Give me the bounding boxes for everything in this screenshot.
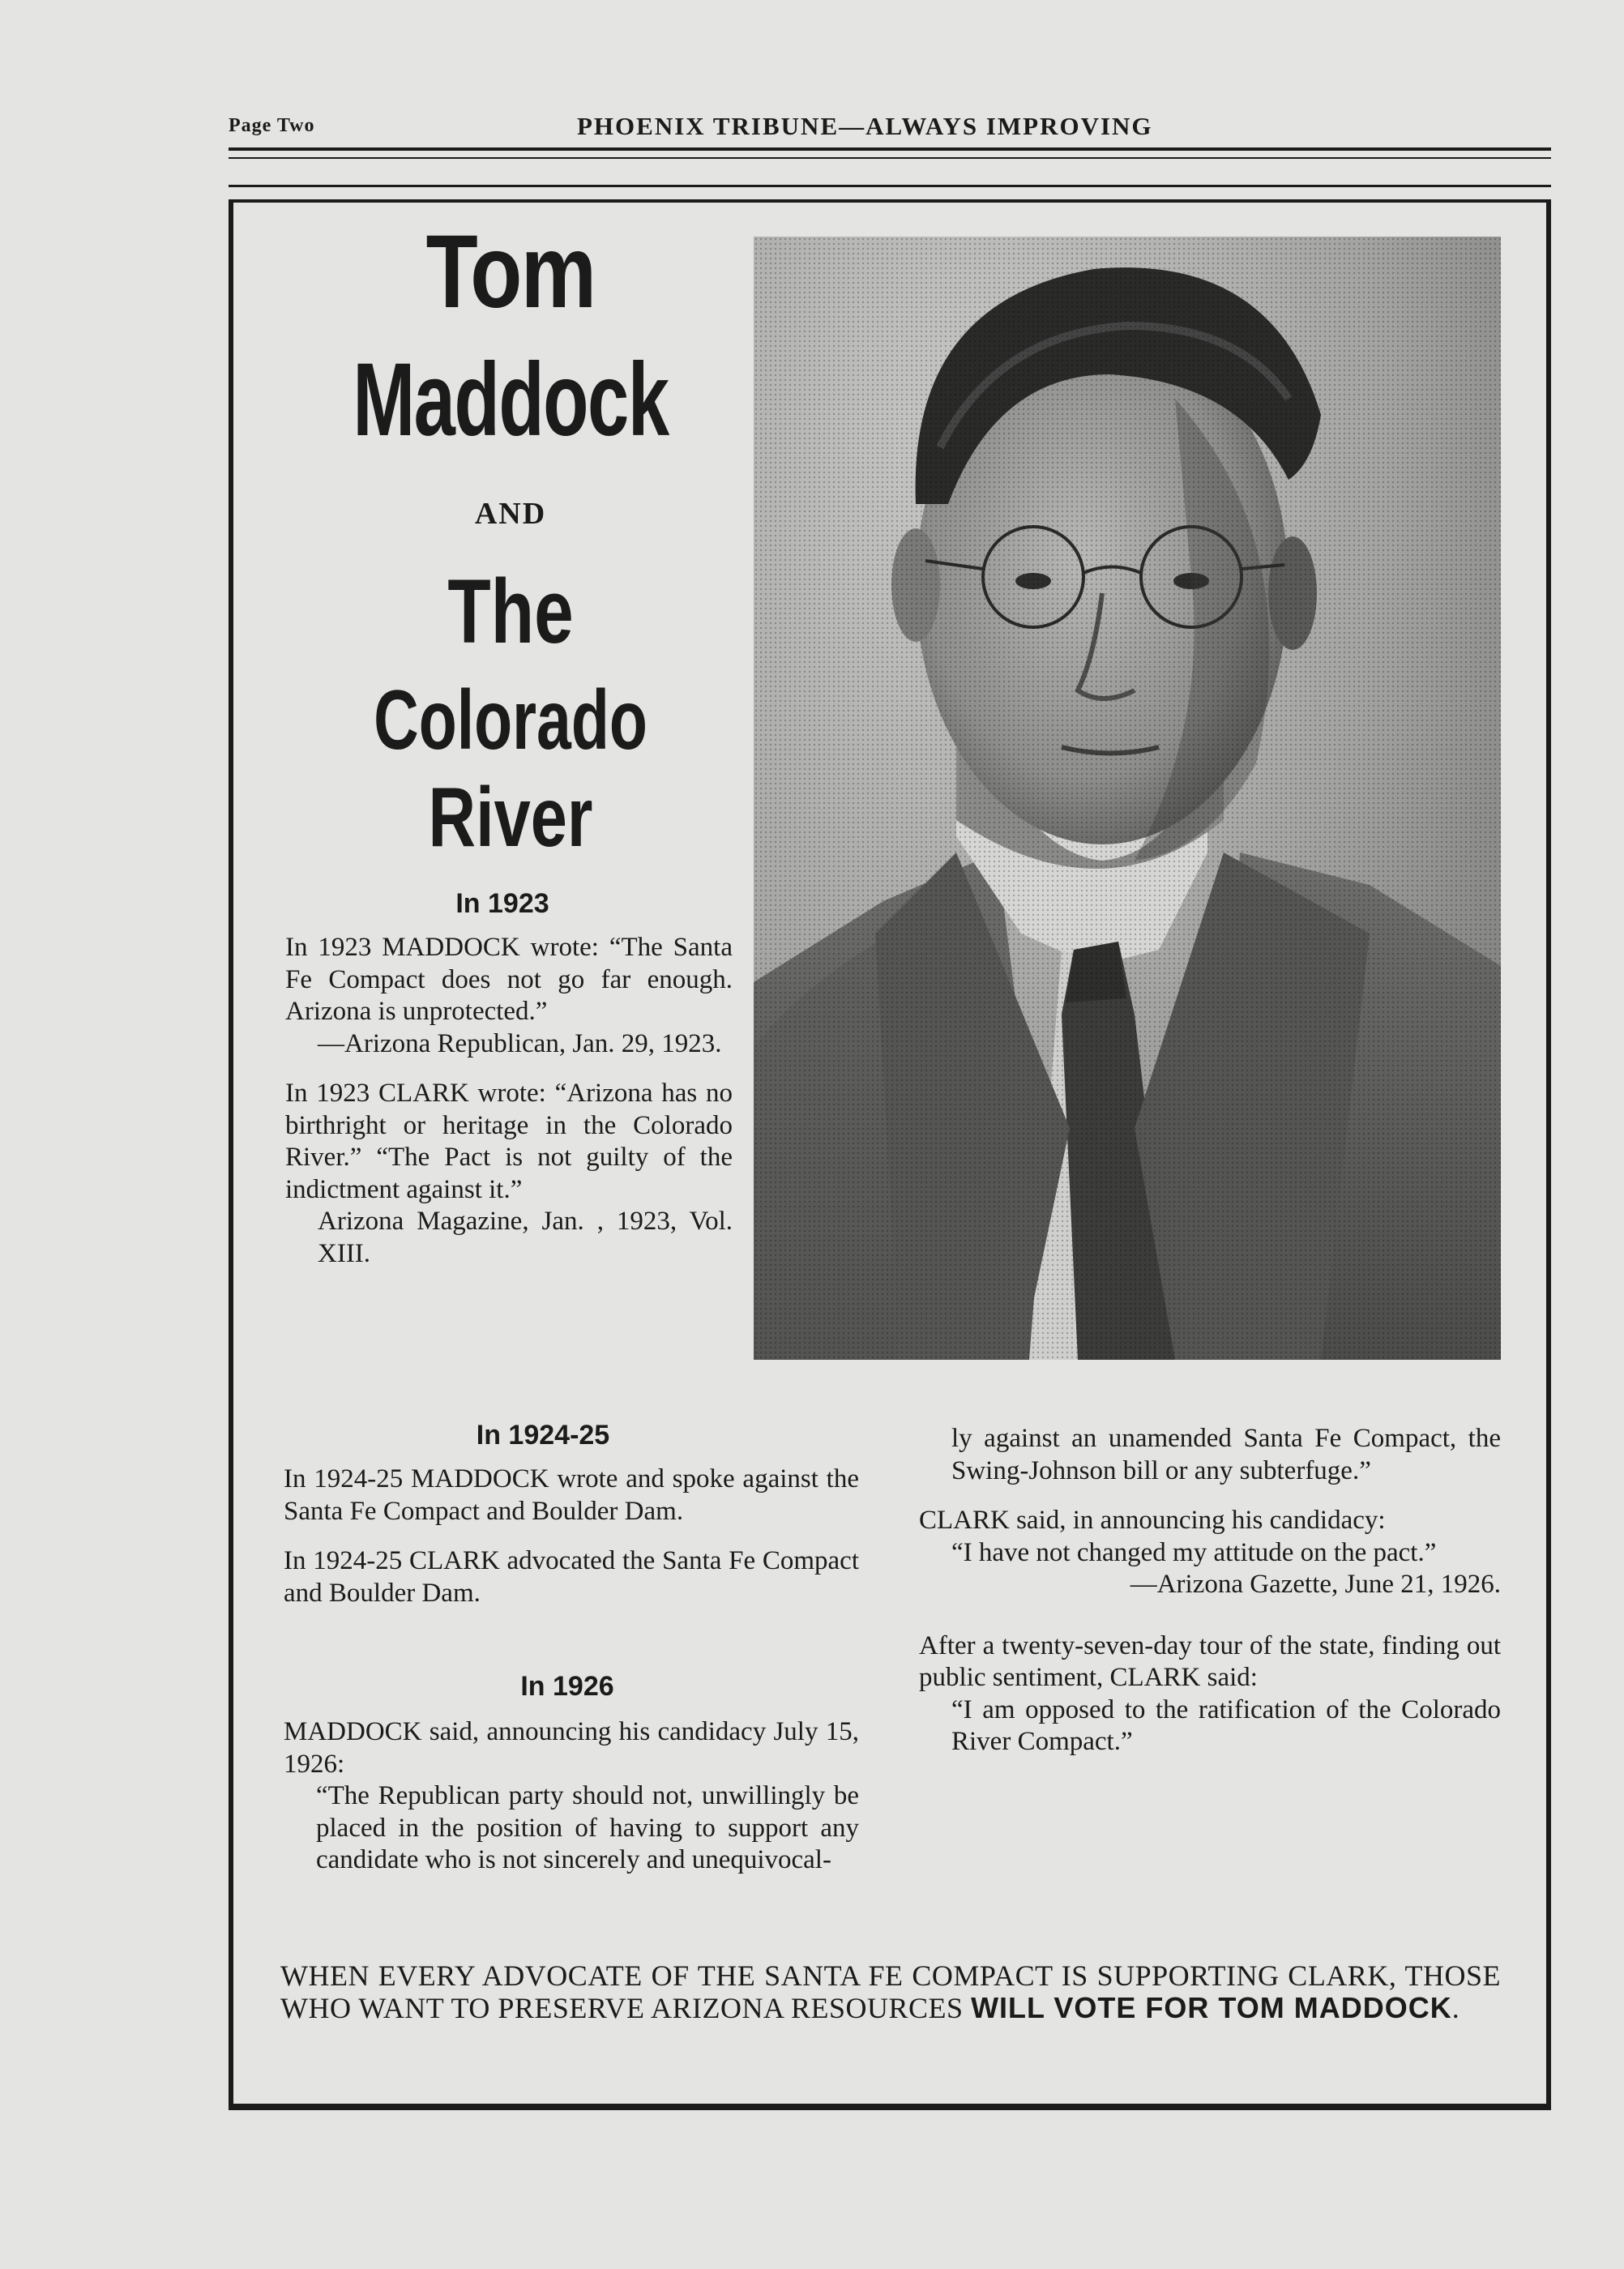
- header-rule: [229, 185, 1551, 187]
- newspaper-title: PHOENIX TRIBUNE—ALWAYS IMPROVING: [577, 112, 1153, 140]
- heading-1923: In 1923: [455, 888, 549, 919]
- closing-statement: [280, 1959, 1501, 2024]
- header-rule: [229, 147, 1551, 151]
- headline-and: AND: [474, 497, 547, 531]
- tour-intro: After a twenty-seven-day tour of the state, finding out public sentiment, CLARK said:: [919, 1630, 1501, 1692]
- clark-1923-source: Arizona Magazine, Jan. , 1923, Vol. XIII.: [318, 1207, 733, 1268]
- ad-border-left: [229, 199, 233, 2109]
- maddock-1923-source: —Arizona Republican, Jan. 29, 1923.: [318, 1028, 722, 1058]
- header-rule: [229, 157, 1551, 159]
- maddock-1926-quote-part2: ly against an unamended Santa Fe Compact, the Swing-Johnson bill or any subterfuge.”: [951, 1424, 1501, 1485]
- tour-quote: “I am opposed to the ratification of the Colorado River Compact.”: [951, 1694, 1501, 1756]
- section-1923-text: [285, 932, 733, 1270]
- clark-1923-quote: In 1923 CLARK wrote: “Arizona has no birthright or heritage in the Colorado River.” “The Pact is not guilty of the indictment against it.”: [285, 1079, 733, 1204]
- clark-1926-quote: “I have not changed my attitude on the pact.”: [951, 1537, 1437, 1567]
- section-1926-left: [284, 1716, 859, 1877]
- headline-river: River: [428, 771, 593, 865]
- headline-the: The: [447, 561, 574, 662]
- headline-tom: Tom: [425, 214, 596, 330]
- portrait-photo: [754, 237, 1501, 1360]
- maddock-1923-quote: In 1923 MADDOCK wrote: “The Santa Fe Compact does not go far enough. Arizona is unprotected.”: [285, 933, 733, 1026]
- closing-period: .: [1451, 1992, 1460, 2024]
- page-header: [229, 109, 1559, 149]
- clark-1926-intro: CLARK said, in announcing his candidacy:: [919, 1506, 1386, 1535]
- maddock-1926-intro: MADDOCK said, announcing his candidacy July 15, 1926:: [284, 1717, 859, 1779]
- closing-emphasis: WILL VOTE FOR TOM MADDOCK: [971, 1991, 1452, 2024]
- maddock-1924-text: In 1924-25 MADDOCK wrote and spoke against the Santa Fe Compact and Boulder Dam.: [284, 1464, 859, 1526]
- heading-1924-25: In 1924-25: [476, 1420, 610, 1451]
- clark-1926-source: —Arizona Gazette, June 21, 1926.: [1130, 1570, 1501, 1599]
- clark-1924-text: In 1924-25 CLARK advocated the Santa Fe Compact and Boulder Dam.: [284, 1546, 859, 1608]
- ad-border-bottom: [229, 2104, 1551, 2110]
- section-1924-text: [284, 1464, 859, 1609]
- ad-border-right: [1546, 199, 1551, 2109]
- maddock-1926-quote-part1: “The Republican party should not, unwillingly be placed in the position of having to support any candidate who is not sincerely and unequivocal-: [316, 1781, 859, 1874]
- page-number: Page Two: [229, 115, 315, 136]
- closing-text: WHEN EVERY ADVOCATE OF THE SANTA FE COMPACT IS SUPPORTING CLARK, THOSE WHO WANT TO PRESERVE ARIZONA RESOURCES: [280, 1959, 1501, 2024]
- heading-1926: In 1926: [520, 1671, 614, 1702]
- headline-maddock: Maddock: [353, 342, 669, 458]
- headline-colorado: Colorado: [374, 673, 647, 767]
- ad-border-top: [229, 199, 1551, 203]
- section-1926-right: [919, 1423, 1501, 1758]
